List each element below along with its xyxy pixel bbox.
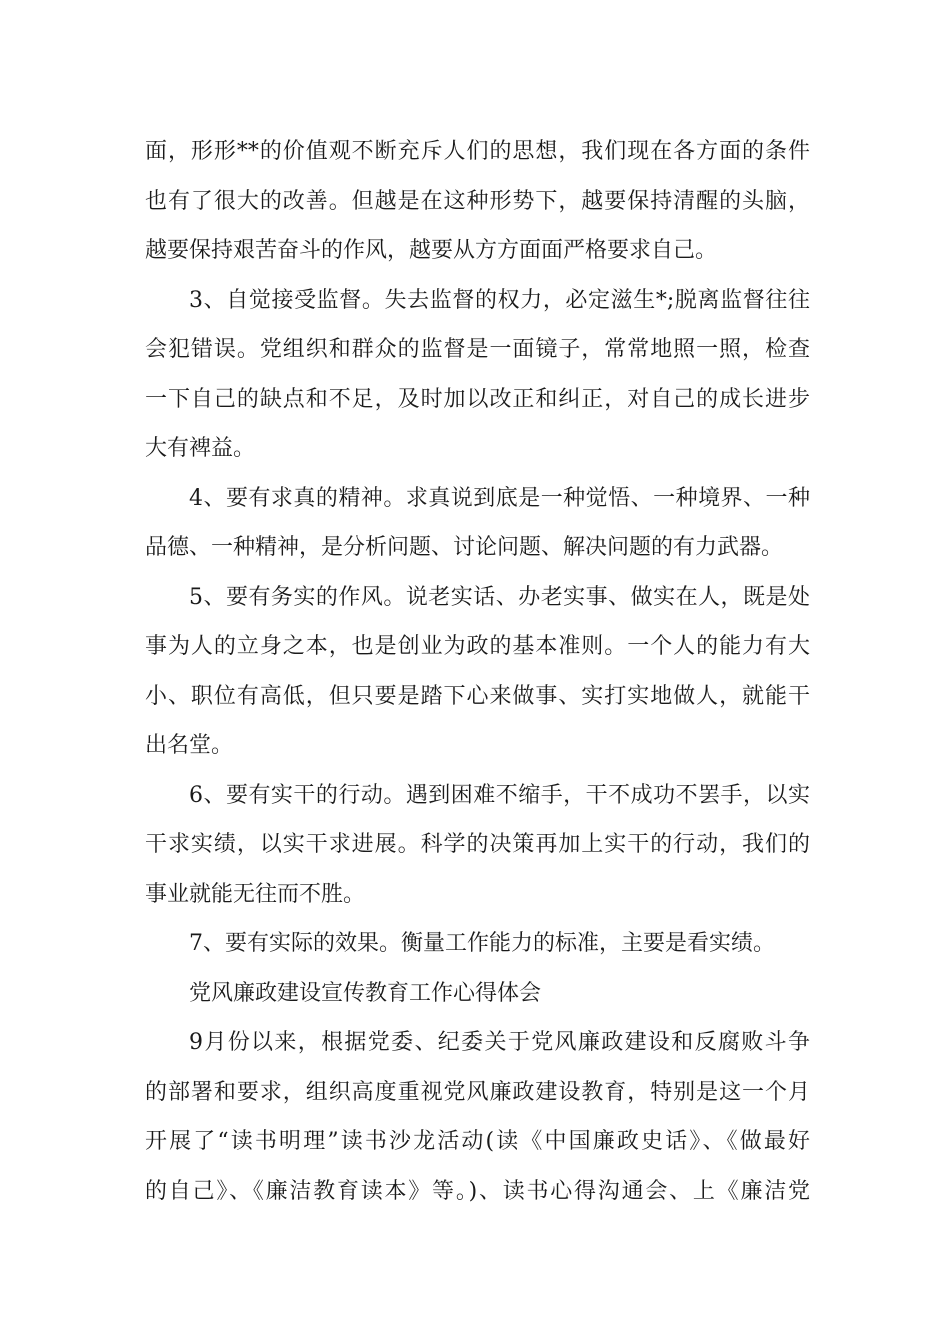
- text-line: 4、要有求真的精神。求真说到底是一种觉悟、一种境界、一种: [189, 485, 810, 511]
- text-line: 会犯错误。党组织和群众的监督是一面镜子，常常地照一照，检查: [145, 337, 810, 362]
- text-line: 9月份以来，根据党委、纪委关于党风廉政建设和反腐败斗争: [189, 1030, 810, 1055]
- text-line: 的自己》、《廉洁教育读本》等。)、读书心得沟通会、上《廉洁党: [145, 1178, 810, 1204]
- text-line: 5、要有务实的作风。说老实话、办老实事、做实在人，既是处: [189, 584, 810, 610]
- text-line: 事业就能无往而不胜。: [145, 881, 366, 907]
- text-line: 开展了“读书明理”读书沙龙活动(读《中国廉政史话》、《做最好: [145, 1129, 810, 1154]
- text-line: 6、要有实干的行动。遇到困难不缩手，干不成功不罢手，以实: [189, 782, 810, 808]
- document-body: [145, 127, 810, 1216]
- text-line: 党风廉政建设宣传教育工作心得体会: [189, 980, 542, 1006]
- text-line: 大有裨益。: [145, 436, 256, 461]
- text-line: 的部署和要求，组织高度重视党风廉政建设教育，特别是这一个月: [145, 1079, 810, 1105]
- text-line: 3、自觉接受监督。失去监督的权力，必定滋生*;脱离监督往往: [189, 287, 810, 313]
- text-line: 品德、一种精神，是分析问题、讨论问题、解决问题的有力武器。: [145, 535, 784, 560]
- text-line: 越要保持艰苦奋斗的作风，越要从方方面面严格要求自己。: [145, 238, 718, 263]
- text-line: 7、要有实际的效果。衡量工作能力的标准，主要是看实绩。: [189, 931, 775, 956]
- text-line: 小、职位有高低，但只要是踏下心来做事、实打实地做人，就能干: [145, 683, 810, 709]
- text-line: 干求实绩，以实干求进展。科学的决策再加上实干的行动，我们的: [145, 832, 810, 857]
- text-line: 一下自己的缺点和不足，及时加以改正和纠正，对自己的成长进步: [145, 386, 810, 412]
- text-line: 出名堂。: [145, 733, 234, 758]
- text-line: 也有了很大的改善。但越是在这种形势下，越要保持清醒的头脑，: [145, 188, 810, 214]
- text-line: 面，形形**的价值观不断充斥人们的思想，我们现在各方面的条件: [145, 139, 810, 164]
- text-line: 事为人的立身之本，也是创业为政的基本准则。一个人的能力有大: [145, 634, 810, 659]
